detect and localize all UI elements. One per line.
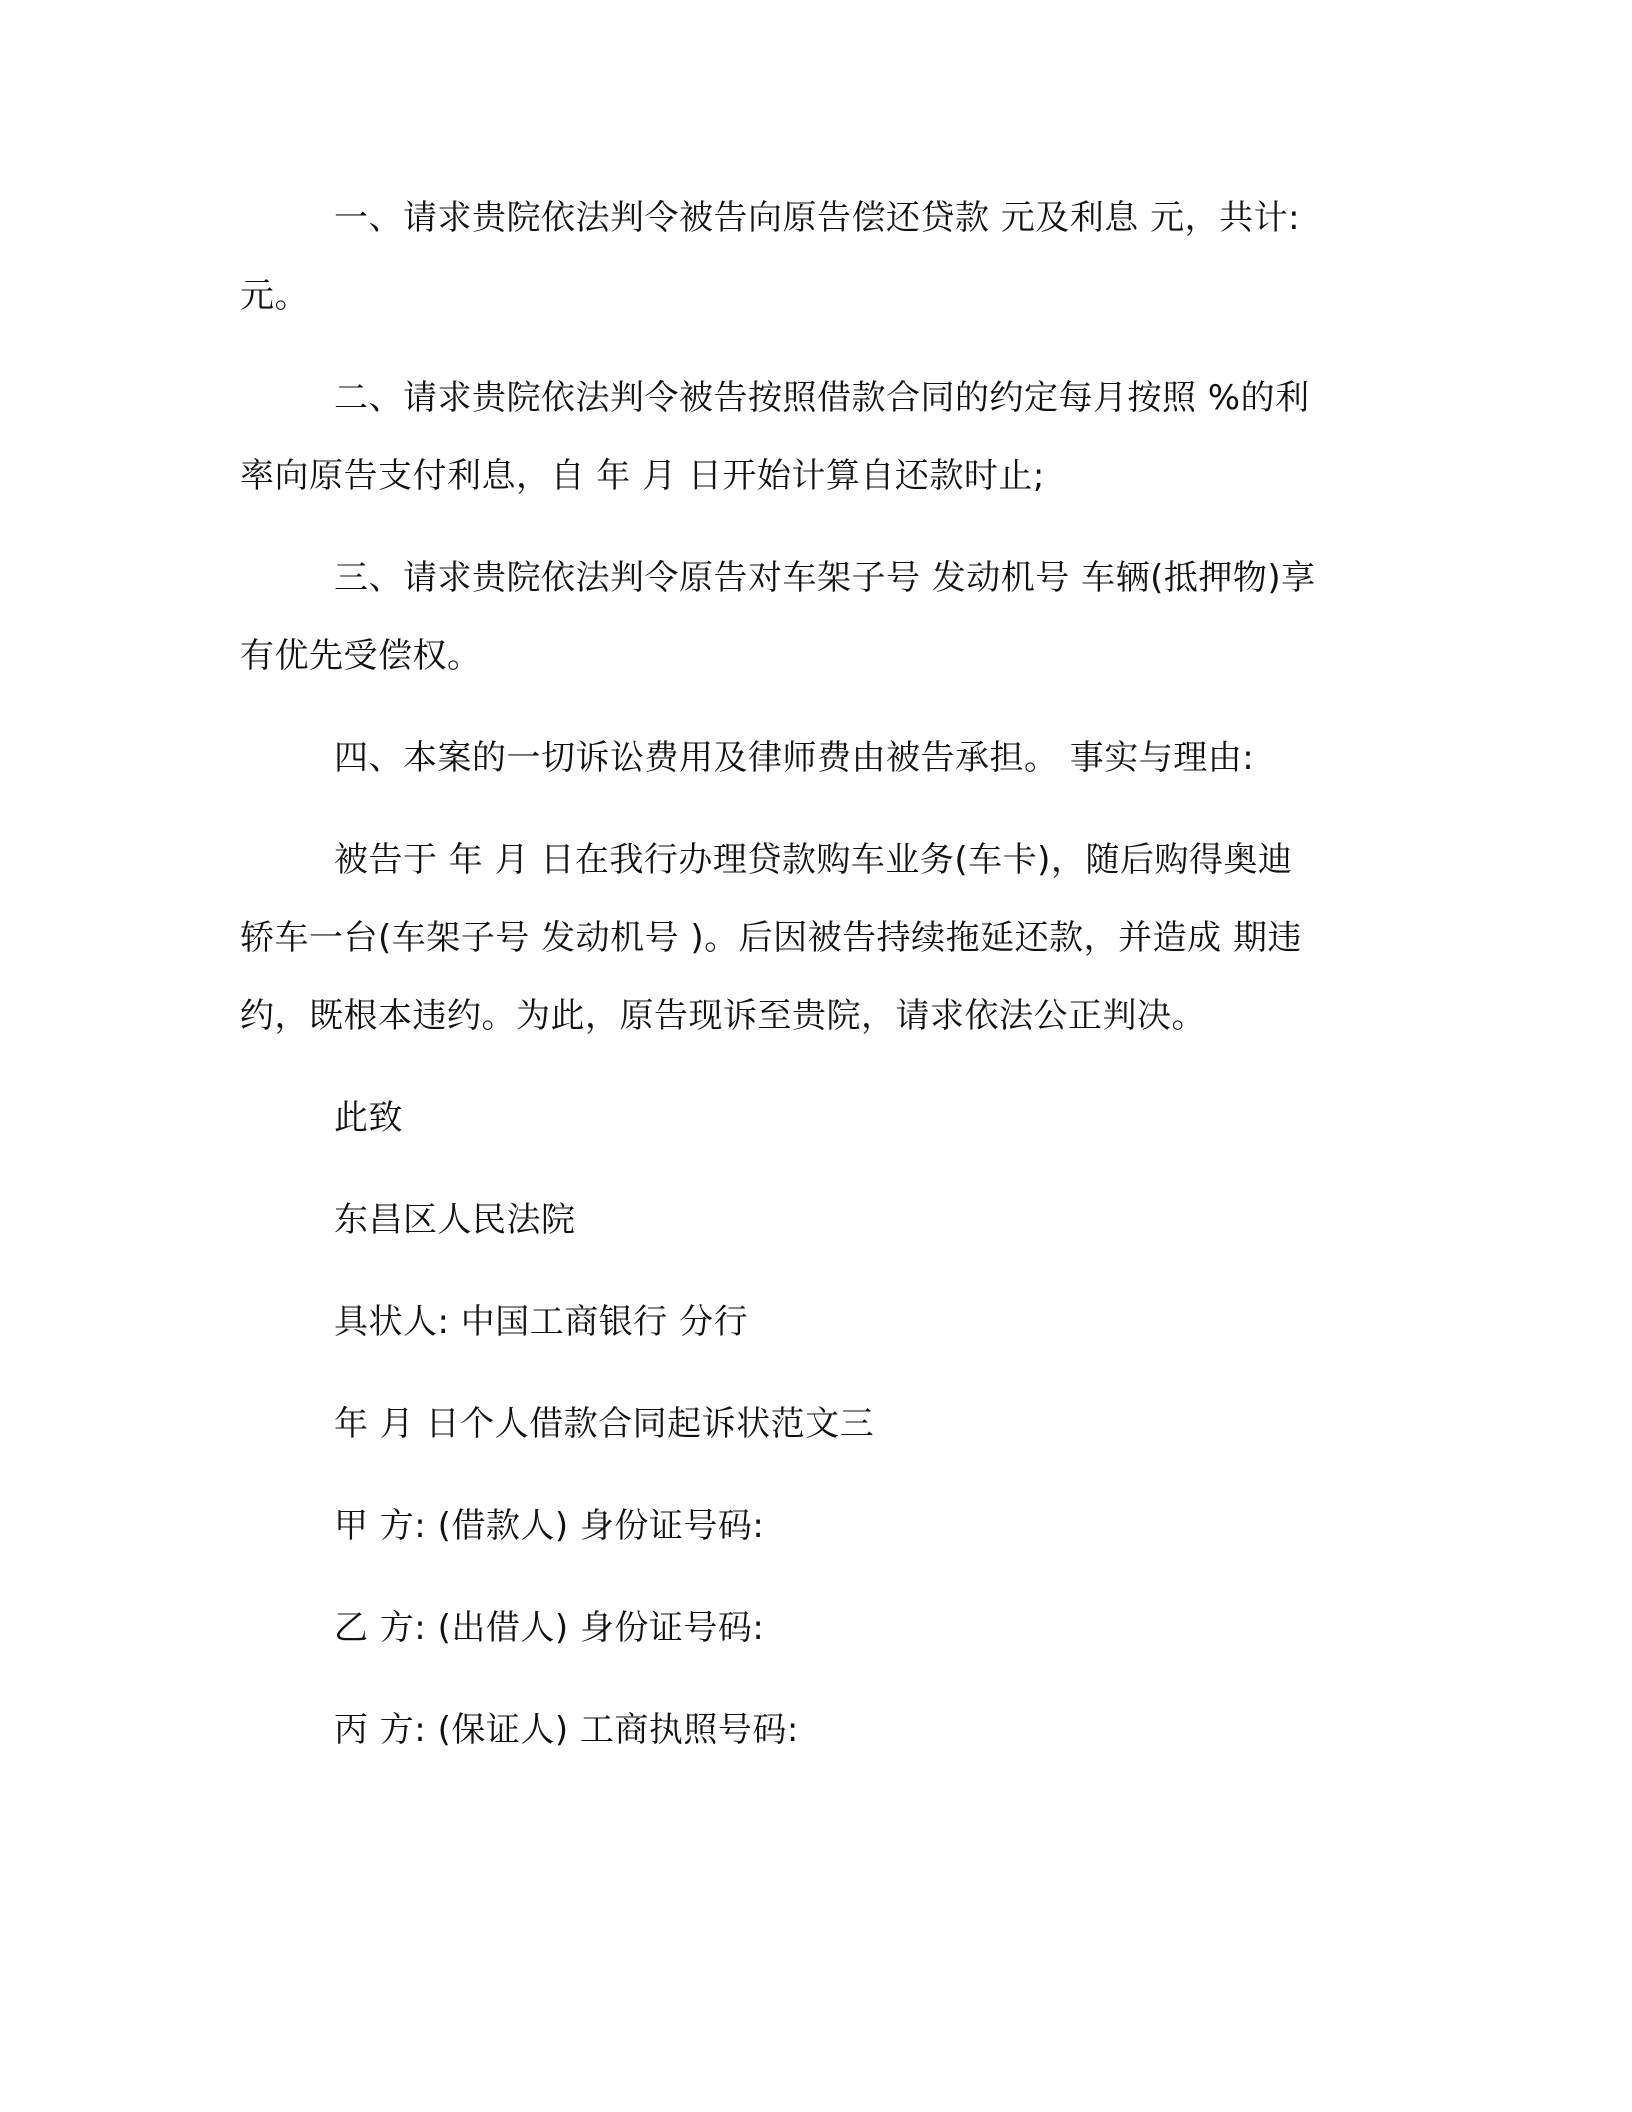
party-c-line: 丙 方: (保证人) 工商执照号码:: [334, 1710, 799, 1750]
party-a-line: 甲 方: (借款人) 身份证号码:: [334, 1506, 765, 1546]
claim3-line2: 有优先受偿权。: [240, 636, 482, 676]
facts-line2: 轿车一台(车架子号 发动机号 )。后因被告持续拖延还款，并造成 期违: [240, 918, 1302, 958]
claim1-line1: 一、请求贵院依法判令被告向原告偿还贷款 元及利息 元，共计:: [334, 198, 1301, 238]
claim1-line2: 元。: [240, 276, 309, 316]
facts-line1: 被告于 年 月 日在我行办理贷款购车业务(车卡)，随后购得奥迪: [334, 840, 1293, 880]
plaintiff-line: 具状人: 中国工商银行 分行: [334, 1302, 749, 1342]
closing-text: 此致: [334, 1098, 403, 1138]
claim3-line1: 三、请求贵院依法判令原告对车架子号 发动机号 车辆(抵押物)享: [334, 558, 1316, 598]
party-b-line: 乙 方: (出借人) 身份证号码:: [334, 1608, 765, 1648]
claim4-line1: 四、本案的一切诉讼费用及律师费由被告承担。 事实与理由:: [334, 738, 1255, 778]
court-name: 东昌区人民法院: [334, 1200, 576, 1240]
claim2-line2: 率向原告支付利息，自 年 月 日开始计算自还款时止;: [240, 456, 1045, 496]
facts-line3: 约，既根本违约。为此，原告现诉至贵院，请求依法公正判决。: [240, 996, 1206, 1036]
date-title-line: 年 月 日个人借款合同起诉状范文三: [334, 1404, 875, 1444]
claim2-line1: 二、请求贵院依法判令被告按照借款合同的约定每月按照 %的利: [334, 378, 1310, 418]
